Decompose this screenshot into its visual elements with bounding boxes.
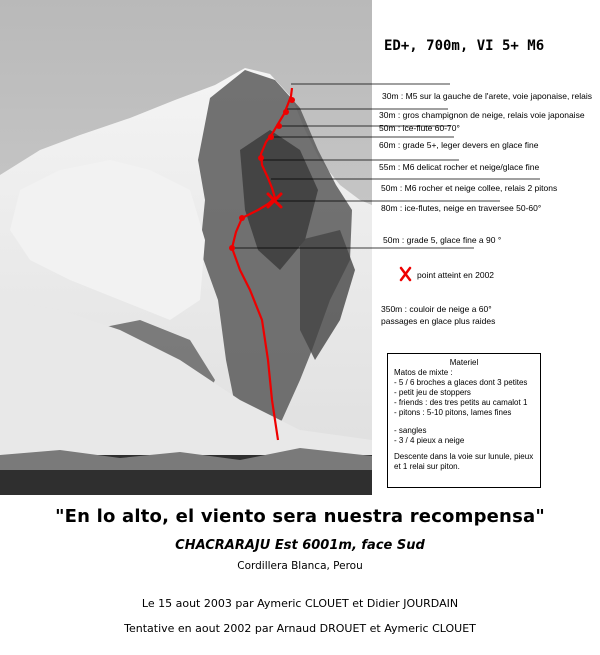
belay-point [229, 245, 235, 251]
approach-line-2: passages en glace plus raides [381, 316, 496, 326]
gear-item: - pitons : 5-10 pitons, lames fines [394, 408, 512, 417]
gear-item [394, 418, 534, 426]
gear-item: - sangles [394, 426, 427, 435]
belay-point [268, 134, 274, 140]
gear-subtitle: Matos de mixte : [394, 368, 453, 377]
belay-point [289, 97, 295, 103]
descent-line-2: et 1 relai sur piton. [394, 462, 460, 471]
attempt-credit: Tentative en aout 2002 par Arnaud DROUET et Aymeric CLOUET [124, 622, 476, 635]
route-grade: ED+, 700m, VI 5+ M6 [384, 38, 545, 54]
gear-title: Materiel [449, 358, 479, 367]
x-marker-icon [401, 268, 410, 280]
gear-item: - friends : des tres petits au camalot 1 [394, 398, 528, 407]
pitch-label-3: 50m : ice-flute 60-70° [379, 123, 460, 133]
belay-point [276, 123, 282, 129]
pitch-label-8: 50m : grade 5, glace fine a 90 ° [383, 235, 502, 245]
pitch-label-6: 50m : M6 rocher et neige collee, relais 2 pitons [381, 183, 558, 193]
pitch-label-5: 55m : M6 delicat rocher et neige/glace fine [379, 162, 540, 172]
region-name: Cordillera Blanca, Perou [237, 560, 363, 572]
approach-line-1: 350m : couloir de neige a 60° [381, 304, 492, 314]
gear-item: - petit jeu de stoppers [394, 388, 471, 397]
pitch-label-2: 30m : gros champignon de neige, relais voie japonaise [379, 110, 585, 120]
ascent-credit: Le 15 aout 2003 par Aymeric CLOUET et Didier JOURDAIN [141, 597, 459, 610]
belay-point [258, 155, 264, 161]
gear-item: - 3 / 4 pieux a neige [394, 436, 465, 445]
belay-point [283, 109, 289, 115]
peak-name: CHACRARAJU Est 6001m, face Sud [175, 538, 425, 553]
descent-line-1: Descente dans la voie sur lunule, pieux [394, 452, 534, 461]
belay-point [239, 215, 245, 221]
gear-item: - 5 / 6 broches a glaces dont 3 petites [394, 378, 528, 387]
gear-list-box [387, 353, 541, 488]
pitch-label-7: 80m : ice-flutes, neige en traversee 50-60° [381, 203, 542, 213]
mountain-photo [0, 0, 372, 495]
quote-title: "En lo alto, el viento sera nuestra recompensa" [55, 506, 545, 527]
pitch-label-1: 30m : M5 sur la gauche de l'arete, voie japonaise, relais [382, 91, 592, 101]
legend-label: point atteint en 2002 [417, 270, 495, 280]
legend [401, 268, 494, 280]
pitch-label-4: 60m : grade 5+, leger devers en glace fine [379, 140, 539, 150]
pitch-labels [379, 91, 592, 245]
